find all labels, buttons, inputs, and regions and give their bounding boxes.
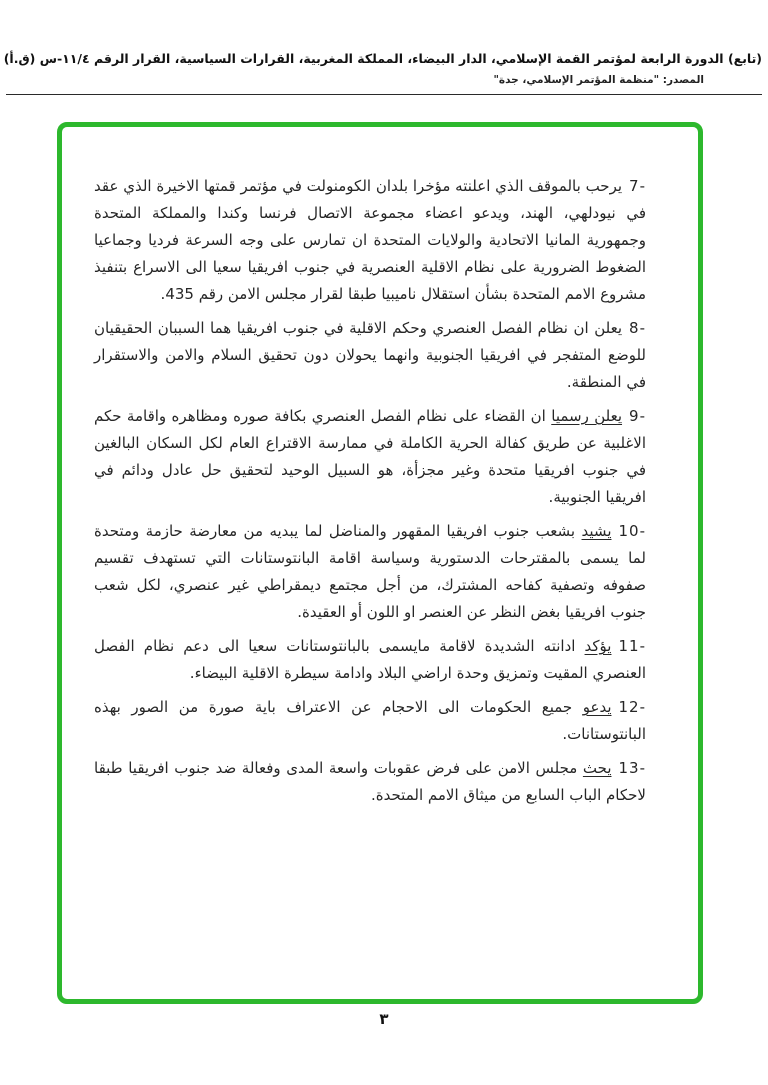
paragraph-number: 10-	[618, 522, 646, 540]
paragraph-lead-word: يرحب	[585, 177, 623, 195]
paragraph-lead-word: يعلن	[594, 319, 623, 337]
paragraph	[94, 755, 646, 809]
paragraph-lead-word: يحث	[582, 759, 612, 777]
paragraph-text: مجلس الامن على فرض عقوبات واسعة المدى وفعالة ضد جنوب افريقيا طبقا لاحكام الباب السابع من ميثاق الامم المتحدة.	[94, 759, 646, 804]
header-divider	[6, 94, 762, 95]
content-highlight-box	[57, 122, 703, 1004]
paragraph-text: ادانته الشديدة لاقامة مايسمى بالبانتوستانات سعيا الى دعم نظام الفصل العنصري المقيت وتمزيق وحدة اراضي البلاد وادامة سيطرة الاقلية البيضاء.	[94, 637, 646, 682]
paragraph-text: ان نظام الفصل العنصري وحكم الاقلية في جنوب افريقيا هما السببان الحقيقيان للوضع المتفجر في افريقيا الجنوبية وانهما يحولان دون تحقيق السلام والامن والاستقرار في المنطقة.	[94, 319, 646, 391]
paragraph-text: جميع الحكومات الى الاحجام عن الاعتراف باية صورة من الصور بهذه البانتوستانات.	[94, 698, 646, 743]
paragraph	[94, 173, 646, 308]
paragraph	[94, 518, 646, 626]
document-header-title: (تابع) الدورة الرابعة لمؤتمر القمة الإسلامي، الدار البيضاء، المملكة المغربية، القرارات السياسية، القرار الرقم ١١/٤-س (ق.أ)	[3, 51, 762, 66]
paragraph-lead-word: يعلن رسميا	[551, 407, 623, 425]
paragraph-text: بشعب جنوب افريقيا المقهور والمناضل لما يبديه من معارضة حازمة ومتحدة لما يسمى بالمقترحات الدستورية وسياسة اقامة البانتوستانات التي تستهدف تقسيم صفوفه وتصفية كفاحه المشترك، من أجل مجتمع ديمقراطي غير عنصري، لكل شعب جنوب افريقيا بغض النظر عن العنصر او اللون أو العقيدة.	[94, 522, 646, 621]
document-source-line: المصدر: "منظمة المؤتمر الإسلامي، جدة"	[493, 73, 704, 86]
paragraph-number: 13-	[618, 759, 646, 777]
paragraph	[94, 315, 646, 396]
paragraph-text: ان القضاء على نظام الفصل العنصري بكافة صوره ومظاهره واقامة حكم الاغلبية عن طريق كفالة الحرية الكاملة في ممارسة الاقتراع العام لكل السكان البالغين في جنوب افريقيا متحدة وغير مجزأة، هو السبيل الوحيد لتحقيق حل عادل ودائم في افريقيا الجنوبية.	[94, 407, 646, 506]
paragraph-number: 11-	[618, 637, 646, 655]
paragraph	[94, 694, 646, 748]
page-number: ٣	[379, 1010, 389, 1028]
paragraph-text: بالموقف الذي اعلنته مؤخرا بلدان الكومنولت في مؤتمر قمتها الاخيرة الذي عقد في نيودلهي، الهند، ويدعو اعضاء مجموعة الاتصال فرنسا وكندا والمملكة المتحدة وجمهورية المانيا الاتحادية والولايات المتحدة ان تمارس على وجه السرعة فرديا وجماعيا الضغوط الضرورية على نظام الاقلية العنصرية في جنوب افريقيا سعيا الى الاسراع بتنفيذ مشروع الامم المتحدة بشأن استقلال ناميبيا طبقا لقرار مجلس الامن رقم 435.	[94, 177, 646, 303]
paragraph-number: 8-	[629, 319, 646, 337]
paragraph-number: 12-	[618, 698, 646, 716]
paragraph-lead-word: يشيد	[581, 522, 612, 540]
paragraph	[94, 633, 646, 687]
paragraph	[94, 403, 646, 511]
paragraph-number: 7-	[629, 177, 646, 195]
paragraph-lead-word: يؤكد	[584, 637, 612, 655]
resolution-paragraphs	[94, 173, 646, 809]
paragraph-number: 9-	[629, 407, 646, 425]
paragraph-lead-word: يدعو	[582, 698, 612, 716]
